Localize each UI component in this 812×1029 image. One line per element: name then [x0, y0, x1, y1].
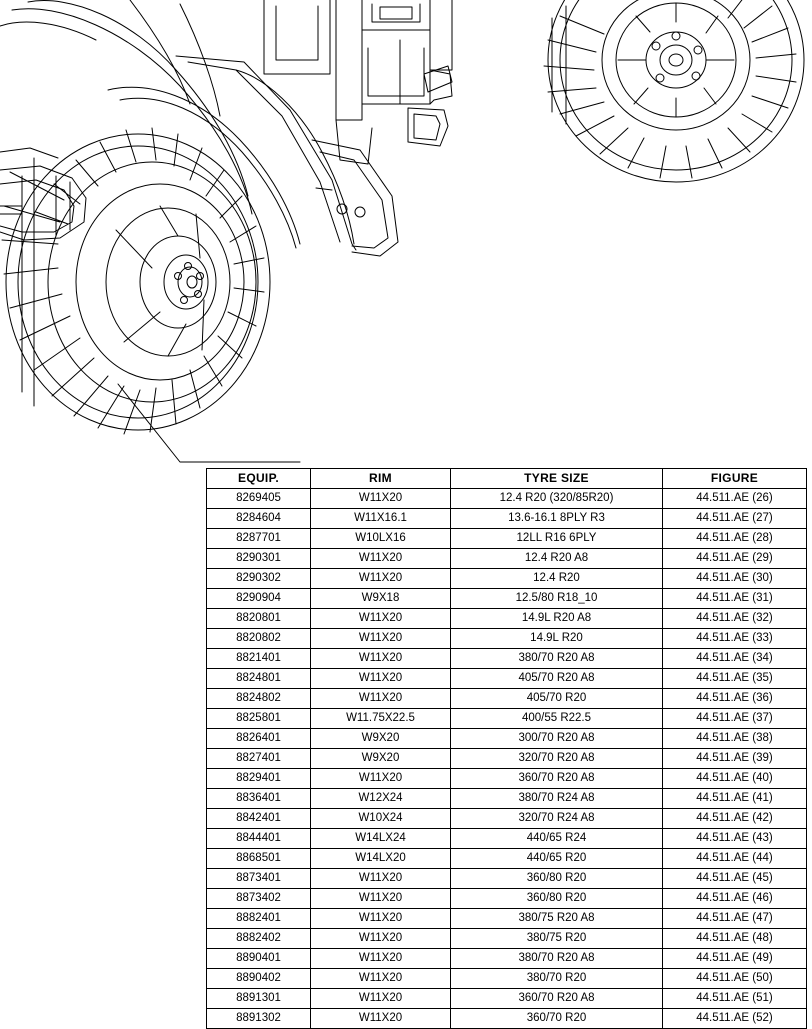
cell-tyre-size: 380/70 R20	[451, 969, 663, 989]
cell-rim: W11X20	[311, 549, 451, 569]
table-row	[207, 649, 807, 669]
cell-equip: 8284604	[207, 509, 311, 529]
table-row	[207, 629, 807, 649]
cell-figure: 44.511.AE (32)	[663, 609, 807, 629]
cell-figure: 44.511.AE (40)	[663, 769, 807, 789]
tractor-body-group	[264, 0, 452, 164]
cell-figure: 44.511.AE (26)	[663, 489, 807, 509]
cell-tyre-size: 12.5/80 R18_10	[451, 589, 663, 609]
cell-tyre-size: 405/70 R20	[451, 689, 663, 709]
cell-figure: 44.511.AE (42)	[663, 809, 807, 829]
cell-figure: 44.511.AE (45)	[663, 869, 807, 889]
cell-equip: 8836401	[207, 789, 311, 809]
cell-tyre-size: 320/70 R20 A8	[451, 749, 663, 769]
table-row	[207, 489, 807, 509]
table-row	[207, 809, 807, 829]
cell-tyre-size: 380/70 R20 A8	[451, 949, 663, 969]
cell-tyre-size: 440/65 R20	[451, 849, 663, 869]
cell-rim: W11X20	[311, 489, 451, 509]
column-header-figure: FIGURE	[663, 469, 807, 489]
cell-equip: 8891301	[207, 989, 311, 1009]
table-row	[207, 989, 807, 1009]
cell-equip: 8821401	[207, 649, 311, 669]
cell-equip: 8882401	[207, 909, 311, 929]
cell-equip: 8290301	[207, 549, 311, 569]
cell-tyre-size: 12.4 R20 A8	[451, 549, 663, 569]
cell-rim: W11X20	[311, 909, 451, 929]
cell-equip: 8824801	[207, 669, 311, 689]
cell-rim: W11.75X22.5	[311, 709, 451, 729]
cell-equip: 8868501	[207, 849, 311, 869]
parts-table	[206, 468, 807, 1029]
cell-equip: 8287701	[207, 529, 311, 549]
cell-figure: 44.511.AE (46)	[663, 889, 807, 909]
cell-tyre-size: 320/70 R24 A8	[451, 809, 663, 829]
cell-tyre-size: 14.9L R20 A8	[451, 609, 663, 629]
table-row	[207, 969, 807, 989]
parts-table-container	[206, 468, 806, 1029]
table-row	[207, 1009, 807, 1029]
cell-equip: 8820802	[207, 629, 311, 649]
table-header-row	[207, 469, 807, 489]
cell-tyre-size: 405/70 R20 A8	[451, 669, 663, 689]
cell-equip: 8873401	[207, 869, 311, 889]
table-row	[207, 949, 807, 969]
cell-figure: 44.511.AE (49)	[663, 949, 807, 969]
table-row	[207, 869, 807, 889]
table-row	[207, 849, 807, 869]
cell-tyre-size: 12.4 R20 (320/85R20)	[451, 489, 663, 509]
table-row	[207, 689, 807, 709]
cell-rim: W10X24	[311, 809, 451, 829]
column-header-equip: EQUIP.	[207, 469, 311, 489]
cell-figure: 44.511.AE (33)	[663, 629, 807, 649]
cell-rim: W11X20	[311, 969, 451, 989]
cell-equip: 8824802	[207, 689, 311, 709]
cell-rim: W11X20	[311, 929, 451, 949]
tractor-wheel-line-drawing	[0, 0, 812, 470]
cell-figure: 44.511.AE (30)	[663, 569, 807, 589]
cell-rim: W9X20	[311, 749, 451, 769]
table-row	[207, 569, 807, 589]
cell-tyre-size: 380/70 R24 A8	[451, 789, 663, 809]
table-row	[207, 729, 807, 749]
cell-equip: 8844401	[207, 829, 311, 849]
cell-equip: 8290904	[207, 589, 311, 609]
cell-rim: W11X20	[311, 869, 451, 889]
cell-figure: 44.511.AE (29)	[663, 549, 807, 569]
cell-figure: 44.511.AE (39)	[663, 749, 807, 769]
cell-figure: 44.511.AE (37)	[663, 709, 807, 729]
cell-equip: 8890401	[207, 949, 311, 969]
cell-tyre-size: 380/70 R20 A8	[451, 649, 663, 669]
table-row	[207, 889, 807, 909]
cell-equip: 8825801	[207, 709, 311, 729]
cell-tyre-size: 360/70 R20 A8	[451, 769, 663, 789]
table-row	[207, 929, 807, 949]
table-row	[207, 789, 807, 809]
front-wheel-group	[2, 128, 270, 434]
cell-rim: W11X20	[311, 989, 451, 1009]
table-row	[207, 529, 807, 549]
table-row	[207, 669, 807, 689]
cell-tyre-size: 380/75 R20 A8	[451, 909, 663, 929]
cell-tyre-size: 440/65 R24	[451, 829, 663, 849]
cell-rim: W11X20	[311, 889, 451, 909]
table-row	[207, 769, 807, 789]
table-body	[207, 489, 807, 1029]
cell-equip: 8269405	[207, 489, 311, 509]
cell-rim: W9X20	[311, 729, 451, 749]
cell-equip: 8842401	[207, 809, 311, 829]
column-header-rim: RIM	[311, 469, 451, 489]
cell-rim: W11X20	[311, 629, 451, 649]
column-header-tyre-size: TYRE SIZE	[451, 469, 663, 489]
cell-tyre-size: 360/80 R20	[451, 869, 663, 889]
table-row	[207, 509, 807, 529]
leader-line	[118, 384, 300, 462]
cell-figure: 44.511.AE (27)	[663, 509, 807, 529]
cell-rim: W11X20	[311, 949, 451, 969]
cell-rim: W11X20	[311, 769, 451, 789]
cell-equip: 8891302	[207, 1009, 311, 1029]
table-row	[207, 589, 807, 609]
cell-rim: W11X20	[311, 1009, 451, 1029]
cell-figure: 44.511.AE (43)	[663, 829, 807, 849]
table-row	[207, 749, 807, 769]
cell-tyre-size: 14.9L R20	[451, 629, 663, 649]
cell-tyre-size: 13.6-16.1 8PLY R3	[451, 509, 663, 529]
cell-tyre-size: 360/70 R20 A8	[451, 989, 663, 1009]
cell-figure: 44.511.AE (41)	[663, 789, 807, 809]
table-row	[207, 909, 807, 929]
cell-equip: 8827401	[207, 749, 311, 769]
cell-figure: 44.511.AE (48)	[663, 929, 807, 949]
cell-rim: W11X20	[311, 569, 451, 589]
cell-rim: W11X20	[311, 669, 451, 689]
cell-equip: 8820801	[207, 609, 311, 629]
cell-figure: 44.511.AE (31)	[663, 589, 807, 609]
cell-figure: 44.511.AE (36)	[663, 689, 807, 709]
cell-tyre-size: 360/80 R20	[451, 889, 663, 909]
cell-rim: W11X20	[311, 609, 451, 629]
cell-tyre-size: 12.4 R20	[451, 569, 663, 589]
parts-illustration	[0, 0, 812, 470]
cell-figure: 44.511.AE (28)	[663, 529, 807, 549]
cell-figure: 44.511.AE (51)	[663, 989, 807, 1009]
cell-rim: W11X20	[311, 689, 451, 709]
cell-figure: 44.511.AE (47)	[663, 909, 807, 929]
table-row	[207, 829, 807, 849]
cell-figure: 44.511.AE (52)	[663, 1009, 807, 1029]
cell-equip: 8882402	[207, 929, 311, 949]
cell-rim: W14LX20	[311, 849, 451, 869]
cell-figure: 44.511.AE (44)	[663, 849, 807, 869]
cell-rim: W14LX24	[311, 829, 451, 849]
cell-tyre-size: 12LL R16 6PLY	[451, 529, 663, 549]
cell-rim: W11X20	[311, 649, 451, 669]
cell-equip: 8290302	[207, 569, 311, 589]
cell-equip: 8890402	[207, 969, 311, 989]
cell-tyre-size: 300/70 R20 A8	[451, 729, 663, 749]
table-row	[207, 549, 807, 569]
front-axle-group	[0, 148, 86, 240]
cell-rim: W12X24	[311, 789, 451, 809]
cell-tyre-size: 360/70 R20	[451, 1009, 663, 1029]
cell-equip: 8873402	[207, 889, 311, 909]
cell-figure: 44.511.AE (35)	[663, 669, 807, 689]
cell-rim: W11X16.1	[311, 509, 451, 529]
cell-figure: 44.511.AE (50)	[663, 969, 807, 989]
cell-equip: 8826401	[207, 729, 311, 749]
cell-rim: W10LX16	[311, 529, 451, 549]
table-row	[207, 709, 807, 729]
cell-figure: 44.511.AE (34)	[663, 649, 807, 669]
table-row	[207, 609, 807, 629]
rear-wheel-group	[544, 0, 804, 182]
cell-tyre-size: 400/55 R22.5	[451, 709, 663, 729]
cell-figure: 44.511.AE (38)	[663, 729, 807, 749]
cell-rim: W9X18	[311, 589, 451, 609]
cell-equip: 8829401	[207, 769, 311, 789]
cell-tyre-size: 380/75 R20	[451, 929, 663, 949]
